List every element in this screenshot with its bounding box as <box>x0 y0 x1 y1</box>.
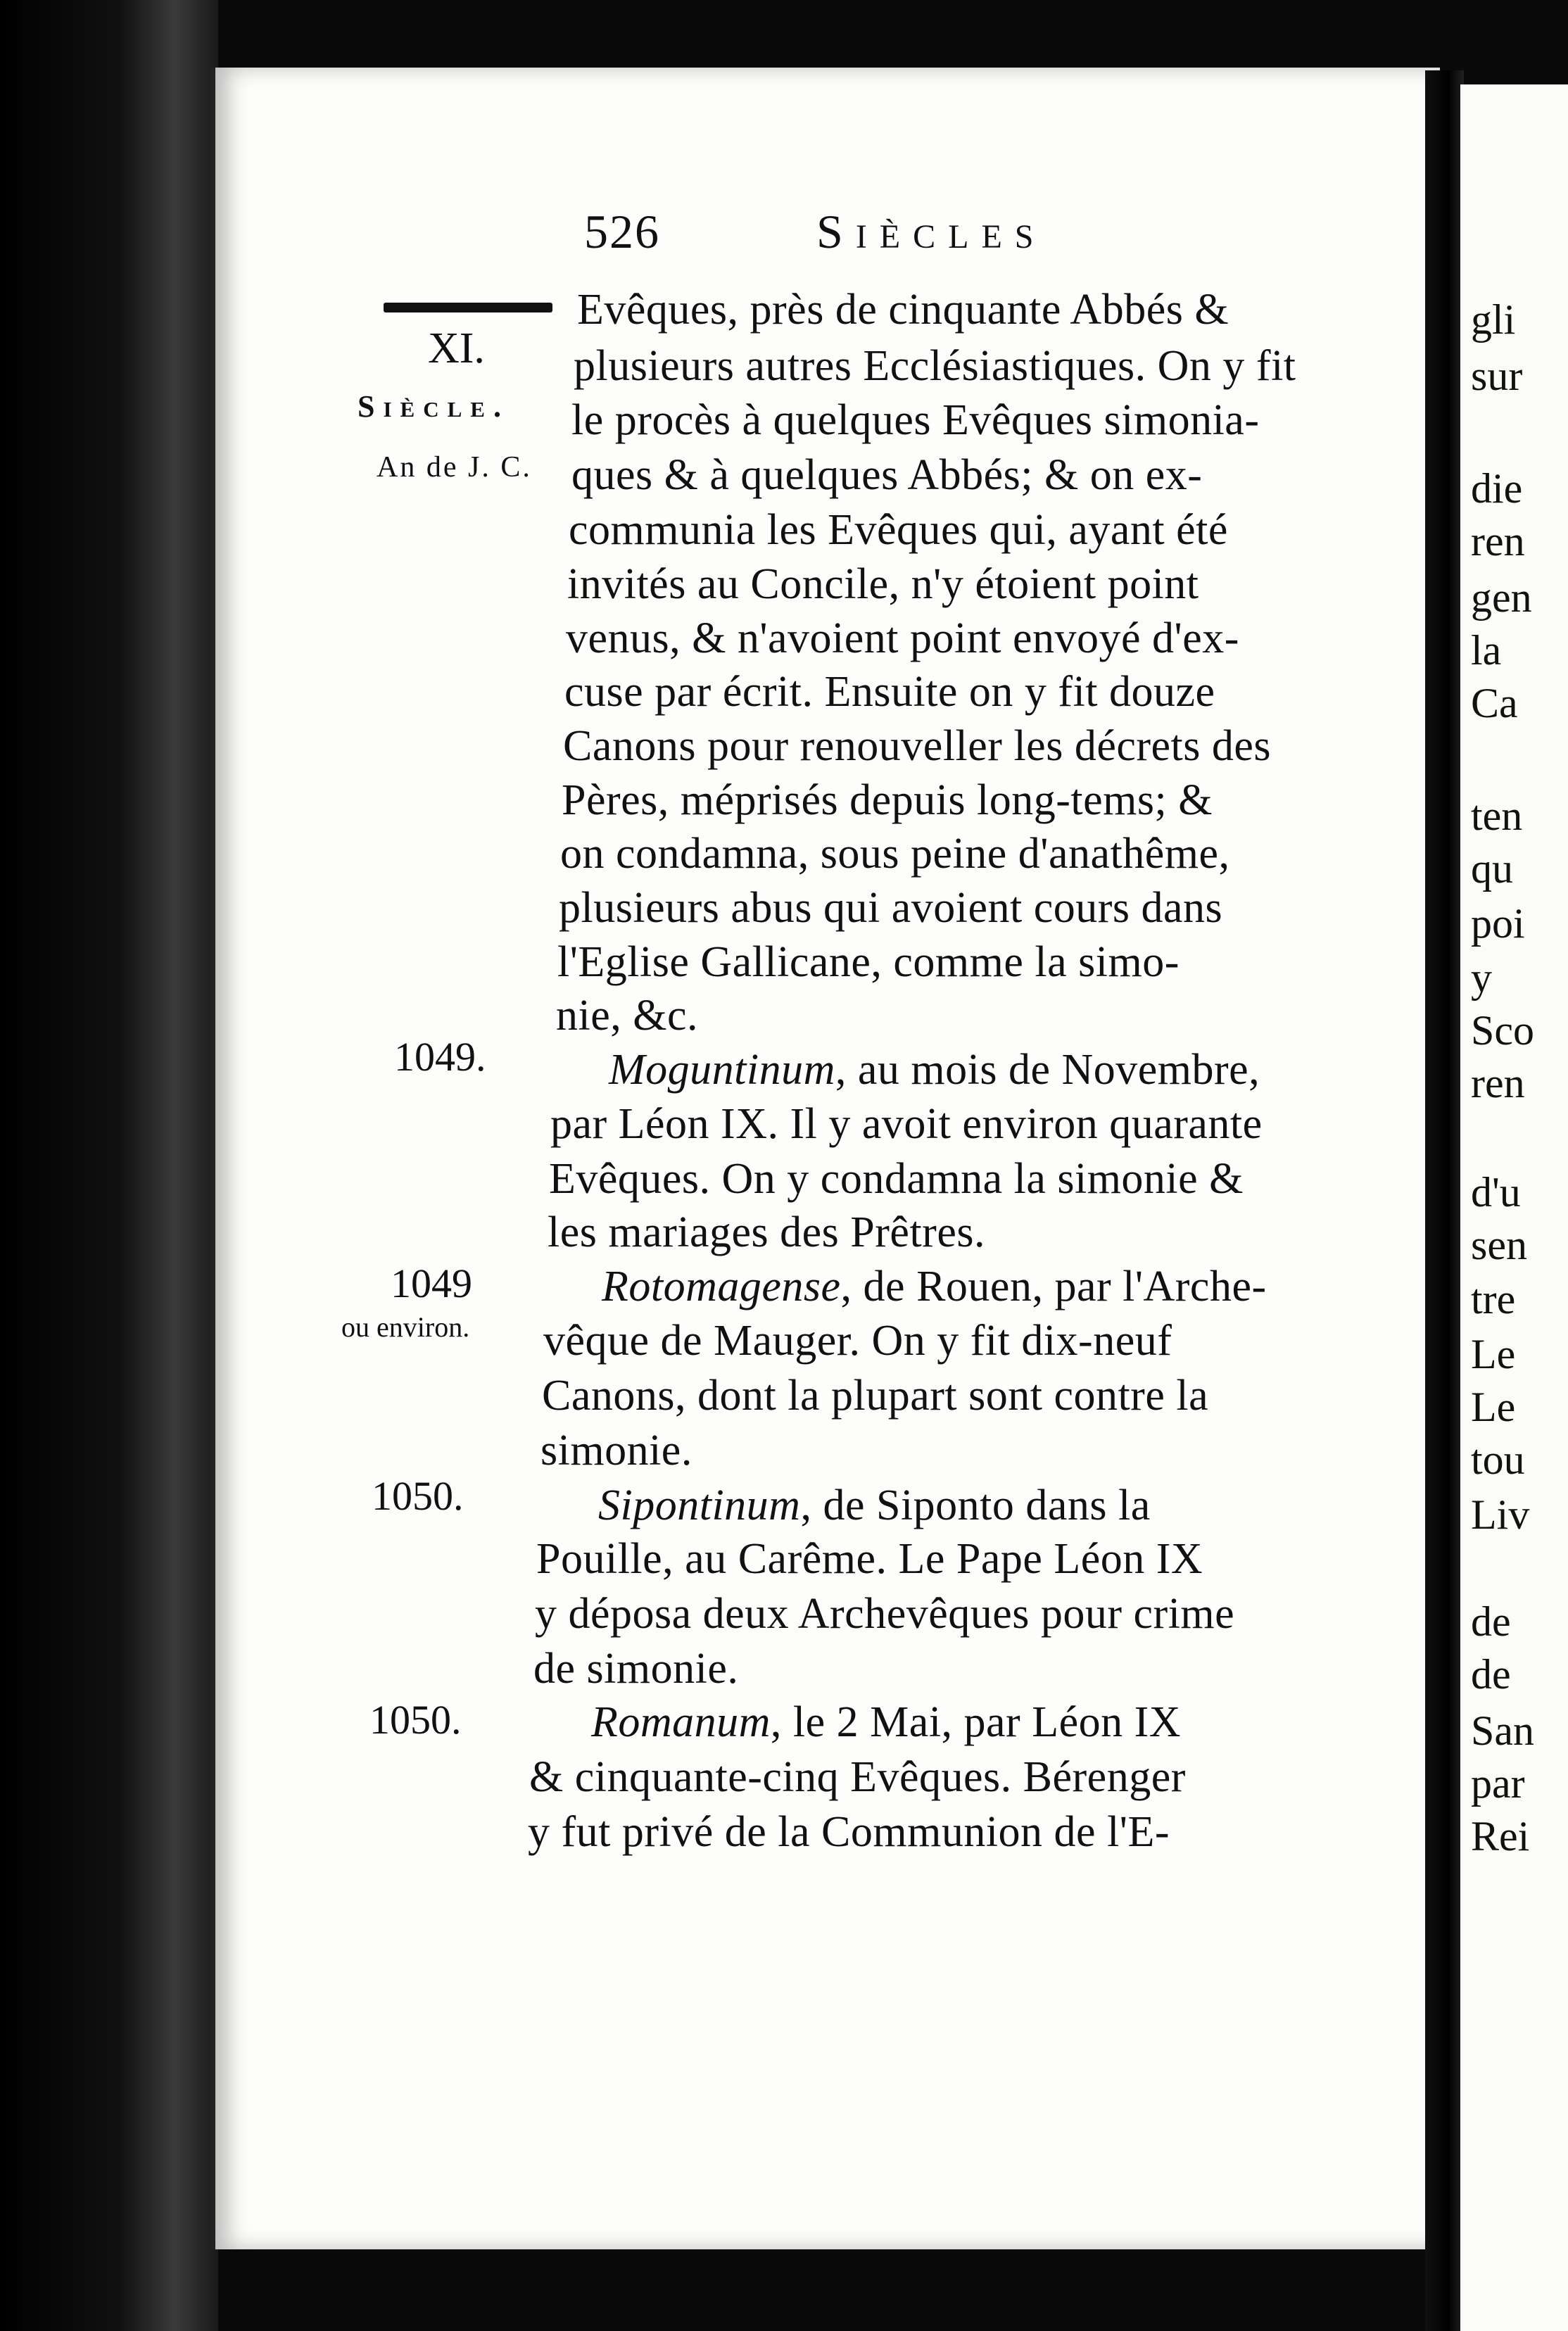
text-fragment: , de Siponto dans la <box>800 1482 1151 1529</box>
margin-an-de-jc: An de J. C. <box>377 451 532 484</box>
text-line: de simonie. <box>533 1645 739 1693</box>
text-line: le procès à quelques Evêques simonia- <box>571 396 1260 444</box>
text-line: Evêques. On y condamna la simonie & <box>549 1155 1244 1203</box>
text-line: Pères, méprisés depuis long-tems; & <box>562 776 1213 824</box>
book-spine-shadow <box>0 0 218 2331</box>
text-line: simonie. <box>540 1427 693 1474</box>
text-line: communia les Evêques qui, ayant été <box>569 506 1228 554</box>
text-line: plusieurs autres Ecclésiastiques. On y fit <box>574 342 1296 390</box>
text-fragment: , au mois de Novembre, <box>835 1046 1260 1094</box>
text-line: l'Eglise Gallicane, comme la simo- <box>557 938 1180 986</box>
entry-date: 1049 <box>391 1261 472 1306</box>
entry-date: 1050. <box>372 1473 464 1519</box>
text-line: par Léon IX. Il y avoit environ quarante <box>550 1100 1263 1148</box>
running-head <box>584 204 1218 267</box>
entry-heading <box>591 1698 1181 1748</box>
text-line: vêque de Mauger. On y fit dix-neuf <box>543 1317 1172 1365</box>
entry-date: 1050. <box>369 1697 462 1743</box>
facing-fragment: la <box>1471 627 1502 674</box>
facing-fragment: ren <box>1471 518 1525 564</box>
facing-fragment: gli <box>1471 296 1516 343</box>
text-line: invités au Concile, n'y étoient point <box>567 560 1199 608</box>
council-name: Moguntinum <box>609 1046 835 1094</box>
facing-fragment: Ca <box>1471 680 1518 726</box>
text-line: les mariages des Prêtres. <box>548 1208 985 1256</box>
facing-fragment: sen <box>1471 1222 1527 1268</box>
facing-fragment: Le <box>1471 1384 1516 1430</box>
book-gutter <box>1425 70 1464 2331</box>
entry-heading <box>602 1262 1267 1312</box>
entry-heading <box>609 1045 1260 1095</box>
council-name: Sipontinum <box>598 1482 801 1529</box>
facing-fragment: Liv <box>1471 1491 1530 1538</box>
page-number: 526 <box>584 205 660 258</box>
facing-fragment: Le <box>1471 1331 1516 1377</box>
text-line: Canons, dont la plupart sont contre la <box>542 1372 1209 1420</box>
facing-fragment: y <box>1471 954 1492 1001</box>
facing-fragment: Sco <box>1471 1007 1534 1054</box>
facing-fragment: de <box>1471 1651 1511 1698</box>
running-title: Siècles <box>816 205 1047 258</box>
text-line: y déposa deux Archevêques pour crime <box>535 1590 1235 1638</box>
text-line: venus, & n'avoient point envoyé d'ex- <box>566 614 1239 662</box>
text-line: cuse par écrit. Ensuite on y fit douze <box>564 668 1215 716</box>
facing-fragment: de <box>1471 1598 1511 1645</box>
margin-century: XI. <box>428 324 485 372</box>
entry-date: 1049. <box>394 1034 486 1080</box>
text-line: & cinquante-cinq Evêques. Bérenger <box>529 1753 1186 1801</box>
margin-rule <box>384 303 552 312</box>
facing-fragment: poi <box>1471 900 1525 947</box>
facing-fragment: par <box>1471 1760 1525 1807</box>
text-line: Evêques, près de cinquante Abbés & <box>577 286 1229 334</box>
text-line: on condamna, sous peine d'anathême, <box>560 830 1230 878</box>
text-line: Pouille, au Carême. Le Pape Léon IX <box>536 1535 1203 1583</box>
entry-heading <box>598 1481 1151 1531</box>
text-line: nie, &c. <box>556 992 698 1040</box>
facing-fragment: tou <box>1471 1436 1525 1483</box>
council-name: Romanum <box>591 1698 771 1746</box>
text-line: plusieurs abus qui avoient cours dans <box>559 884 1223 932</box>
facing-fragment: sur <box>1471 353 1523 399</box>
text-line: y fut privé de la Communion de l'E- <box>528 1808 1170 1856</box>
facing-fragment: qu <box>1471 845 1513 892</box>
facing-fragment: San <box>1471 1707 1534 1754</box>
text-line: ques & à quelques Abbés; & on ex- <box>571 451 1203 499</box>
facing-fragment: d'u <box>1471 1169 1521 1215</box>
margin-siecle: Siècle. <box>358 389 510 424</box>
facing-fragment: gen <box>1471 574 1532 621</box>
facing-fragment: ren <box>1471 1060 1525 1106</box>
facing-fragment: Rei <box>1471 1813 1530 1859</box>
text-fragment: , de Rouen, par l'Arche- <box>840 1263 1267 1310</box>
facing-fragment: die <box>1471 465 1523 512</box>
facing-fragment: ten <box>1471 792 1523 839</box>
facing-fragment: tre <box>1471 1276 1516 1322</box>
text-line: Canons pour renouveller les décrets des <box>563 722 1272 770</box>
entry-date-note: ou environ. <box>341 1311 470 1343</box>
council-name: Rotomagense <box>602 1263 841 1310</box>
text-fragment: , le 2 Mai, par Léon IX <box>770 1698 1182 1746</box>
